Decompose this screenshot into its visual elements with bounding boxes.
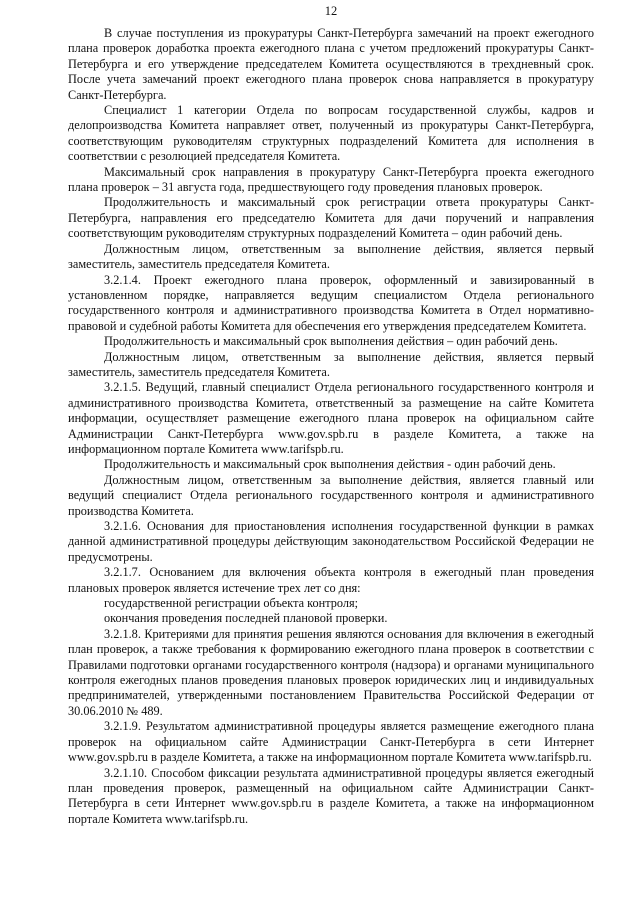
paragraph: Должностным лицом, ответственным за выполнение действия, является первый заместитель, заместитель председателя Комитета.	[68, 241, 594, 272]
list-item: государственной регистрации объекта контроля;	[104, 596, 359, 611]
paragraph: Максимальный срок направления в прокуратуру Санкт-Петербурга проекта ежегодного плана проверок – 31 августа года, предшествующего году проведения плановых проверок.	[68, 164, 594, 195]
paragraph: В случае поступления из прокуратуры Санкт-Петербурга замечаний на проект ежегодного плана проверок доработка проекта ежегодного плана с учетом предложений прокуратуры Санкт-Петербурга и его утверждение председателем Комитета осуществляются в трехдневный срок. После учета замечаний проект ежегодного плана проверок снова направляется в прокуратуру Санкт-Петербурга.	[68, 26, 594, 102]
paragraph: Продолжительность и максимальный срок регистрации ответа прокуратуры Санкт-Петербурга, направления его председателю Комитета для дачи поручений и направления соответствующим руководителям структурных подразделений Комитета – один рабочий день.	[68, 195, 594, 241]
paragraph: Продолжительность и максимальный срок выполнения действия - один рабочий день.	[104, 457, 556, 472]
paragraph: 3.2.1.10. Способом фиксации результата административной процедуры является ежегодный план проведения проверок, размещенный на официальном сайте Администрации Санкт-Петербурга в сети Интернет www.gov.spb.ru в разделе Комитета, а также на информационном портале Комитета www.tarifspb.ru.	[68, 765, 594, 826]
paragraph: 3.2.1.8. Критериями для принятия решения являются основания для включения в ежегодный план проверок, а также требования к формированию ежегодного плана проверок в соответствии с Правилами подготовки органами государственного контроля (надзора) и органами муниципального контроля ежегодных планов проведения плановых проверок юридических лиц и индивидуальных предпринимателей, утвержденными постановлением Правительства Российской Федерации от 30.06.2010 № 489.	[68, 626, 594, 718]
paragraph: Должностным лицом, ответственным за выполнение действия, является главный или ведущий специалист Отдела регионального государственного контроля и административного производства Комитета.	[68, 472, 594, 518]
paragraph: 3.2.1.6. Основания для приостановления исполнения государственной функции в рамках данной административной процедуры действующим законодательством Российской Федерации не предусмотрены.	[68, 519, 594, 564]
paragraph: Продолжительность и максимальный срок выполнения действия – один рабочий день.	[104, 334, 558, 349]
paragraph: 3.2.1.4. Проект ежегодного плана проверок, оформленный и завизированный в установленном порядке, направляется ведущим специалистом Отдела регионального государственного контроля и административного производства Комитета в Отдел нормативно-правовой и судебной работы Комитета для обеспечения его утверждения председателем Комитета.	[68, 272, 594, 333]
list-item: окончания проведения последней плановой проверки.	[104, 611, 388, 626]
paragraph: 3.2.1.9. Результатом административной процедуры является размещение ежегодного плана проверок на официальном сайте Администрации Санкт-Петербурга в сети Интернет www.gov.spb.ru в разделе Комитета, а также на информационном портале Комитета www.tarifspb.ru.	[68, 719, 594, 765]
paragraph: 3.2.1.5. Ведущий, главный специалист Отдела регионального государственного контроля и административного производства Комитета, ответственный за размещение на сайте Комитета информации, осуществляет размещение ежегодного плана проверок на официальном сайте Администрации Санкт-Петербурга www.gov.spb.ru в разделе Комитета, а также на информационном портале Комитета www.tarifspb.ru.	[68, 380, 594, 456]
paragraph: Специалист 1 категории Отдела по вопросам государственной службы, кадров и делопроизводства Комитета направляет ответ, полученный из прокуратуры Санкт-Петербурга, соответствующим руководителям структурных подразделений Комитета для исполнения в соответствии с резолюцией председателя Комитета.	[68, 103, 594, 164]
paragraph: Должностным лицом, ответственным за выполнение действия, является первый заместитель, заместитель председателя Комитета.	[68, 349, 594, 379]
document-body	[68, 26, 594, 827]
paragraph: 3.2.1.7. Основанием для включения объекта контроля в ежегодный план проведения плановых проверок является истечение трех лет со дня:	[68, 565, 594, 595]
page-number: 12	[324, 4, 338, 18]
